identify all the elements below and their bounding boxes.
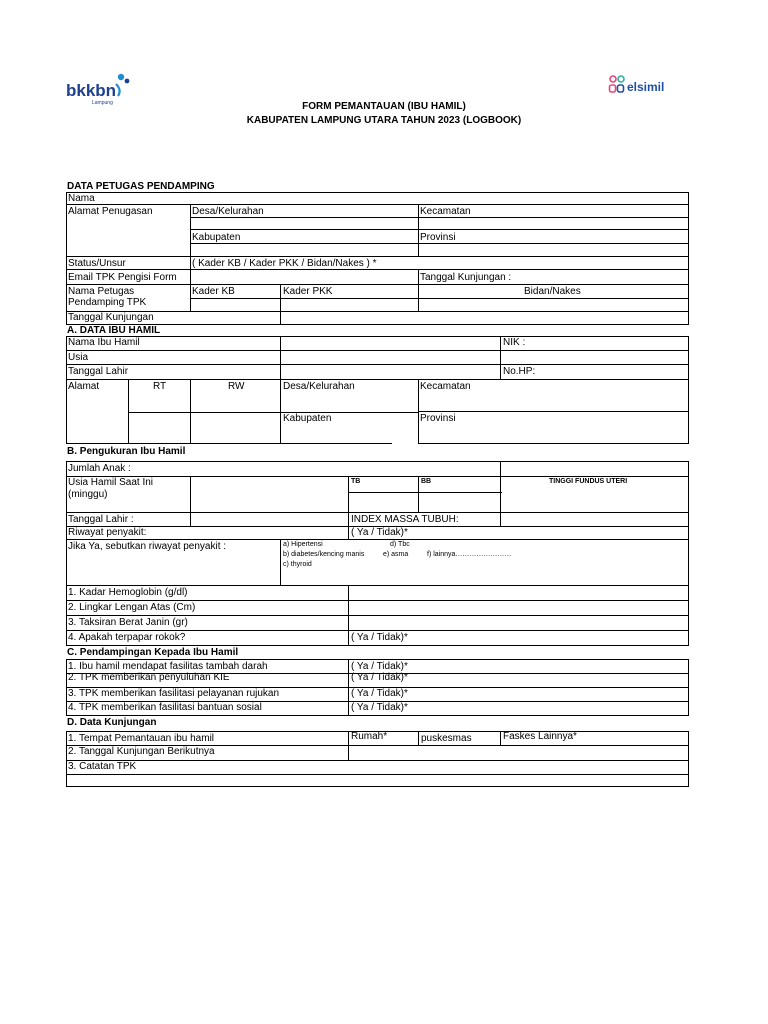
tempat-pemantauan-label: 1. Tempat Pemantauan ibu hamil	[68, 733, 215, 744]
pendampingan-item-3: 3. TPK memberikan fasilitasi pelayanan rujukan	[68, 688, 280, 699]
opt-lainnya: f) lainnya……………………	[427, 551, 512, 558]
kecamatan-label: Kecamatan	[420, 206, 471, 217]
tanggal-kunjungan-berikutnya-label: 2. Tanggal Kunjungan Berikutnya	[68, 746, 215, 757]
bidan-nakes-label: Bidan/Nakes	[524, 286, 581, 297]
terpapar-rokok-label: 4. Apakah terpapar rokok?	[68, 632, 186, 643]
ibu-kabupaten-label: Kabupaten	[283, 413, 332, 424]
puskesmas-option[interactable]: puskesmas	[421, 733, 472, 744]
pendampingan-value-3[interactable]: ( Ya / Tidak)*	[351, 688, 408, 699]
status-unsur-label: Status/Unsur	[68, 258, 126, 269]
usia-hamil-label-1: Usia Hamil Saat Ini	[68, 477, 154, 488]
elsimil-logo	[608, 74, 680, 96]
bkkbn-logo-subtext: Lampung	[92, 100, 113, 106]
opt-hipertensi: a) Hipertensi	[283, 541, 323, 548]
rw-label: RW	[228, 381, 245, 392]
bkkbn-logo-text: bkkbn	[66, 81, 117, 100]
form-subtitle: KABUPATEN LAMPUNG UTARA TAHUN 2023 (LOGBOOK)	[246, 115, 522, 126]
tanggal-kunjungan-field-label: Tanggal Kunjungan :	[420, 272, 512, 283]
section-b-heading: B. Pengukuran Ibu Hamil	[67, 446, 186, 457]
usia-hamil-label-2: (minggu)	[68, 489, 108, 500]
nama-petugas-label-1: Nama Petugas	[68, 286, 135, 297]
opt-diabetes: b) diabetes/kencing manis	[283, 551, 365, 558]
provinsi-label: Provinsi	[420, 232, 456, 243]
section-petugas-heading: DATA PETUGAS PENDAMPING	[67, 181, 215, 192]
pendampingan-value-2[interactable]: ( Ya / Tidak)*	[351, 672, 408, 683]
opt-thyroid: c) thyroid	[283, 561, 312, 568]
pendampingan-item-4: 4. TPK memberikan fasilitasi bantuan sosial	[68, 702, 262, 713]
kadar-hemoglobin-label: 1. Kadar Hemoglobin (g/dl)	[68, 587, 188, 598]
tanggal-lahir-label: Tanggal Lahir	[68, 366, 129, 377]
taksiran-berat-label: 3. Taksiran Berat Janin (gr)	[68, 617, 188, 628]
pendampingan-item-2: 2. TPK memberikan penyuluhan KIE	[68, 672, 230, 683]
catatan-tpk-label: 3. Catatan TPK	[68, 761, 137, 772]
usia-label: Usia	[68, 352, 89, 363]
jumlah-anak-label: Jumlah Anak :	[68, 463, 131, 474]
form-title: FORM PEMANTAUAN (IBU HAMIL)	[302, 101, 466, 112]
alamat-label: Alamat	[68, 381, 100, 392]
rumah-option[interactable]: Rumah*	[351, 731, 388, 742]
kader-pkk-label: Kader PKK	[283, 286, 333, 297]
opt-tbc: d) Tbc	[390, 541, 410, 548]
kader-kb-label: Kader KB	[192, 286, 235, 297]
imt-label: INDEX MASSA TUBUH:	[351, 514, 459, 525]
nama-label: Nama	[68, 193, 95, 204]
email-tpk-label: Email TPK Pengisi Form	[68, 272, 177, 283]
riwayat-ya-tidak[interactable]: ( Ya / Tidak)*	[351, 527, 408, 538]
rokok-ya-tidak[interactable]: ( Ya / Tidak)*	[351, 632, 408, 643]
pendampingan-value-4[interactable]: ( Ya / Tidak)*	[351, 702, 408, 713]
pendampingan-item-1: 1. Ibu hamil mendapat fasilitas tambah darah	[68, 661, 268, 672]
section-c-heading: C. Pendampingan Kepada Ibu Hamil	[67, 647, 239, 658]
desa-kelurahan-label: Desa/Kelurahan	[192, 206, 264, 217]
ibu-provinsi-label: Provinsi	[420, 413, 456, 424]
nama-ibu-hamil-label: Nama Ibu Hamil	[68, 337, 140, 348]
status-unsur-options[interactable]: ( Kader KB / Kader PKK / Bidan/Nakes ) *	[192, 258, 377, 269]
alamat-penugasan-label: Alamat Penugasan	[68, 206, 153, 217]
tinggi-fundus-label: TINGGI FUNDUS UTERI	[549, 478, 628, 485]
kabupaten-label: Kabupaten	[192, 232, 241, 243]
rt-label: RT	[153, 381, 167, 392]
elsimil-logo-text: elsimil	[627, 80, 665, 94]
opt-asma: e) asma	[383, 551, 409, 558]
lingkar-lengan-label: 2. Lingkar Lengan Atas (Cm)	[68, 602, 196, 613]
no-hp-label: No.HP:	[503, 366, 536, 377]
tanggal-kunjungan-label: Tanggal Kunjungan	[68, 312, 154, 323]
ibu-desa-label: Desa/Kelurahan	[283, 381, 355, 392]
nik-label: NIK :	[503, 337, 526, 348]
tb-label: TB	[351, 478, 361, 485]
nama-petugas-label-2: Pendamping TPK	[68, 297, 147, 308]
faskes-lainnya-option[interactable]: Faskes Lainnya*	[503, 731, 577, 742]
ibu-kecamatan-label: Kecamatan	[420, 381, 471, 392]
riwayat-penyakit-label: Riwayat penyakit:	[68, 527, 147, 538]
jika-ya-label: Jika Ya, sebutkan riwayat penyakit :	[68, 541, 227, 552]
pendampingan-value-1[interactable]: ( Ya / Tidak)*	[351, 661, 408, 672]
ukur-tanggal-lahir-label: Tanggal Lahir :	[68, 514, 134, 525]
section-a-heading: A. DATA IBU HAMIL	[67, 325, 161, 336]
bb-label: BB	[421, 478, 432, 485]
section-d-heading: D. Data Kunjungan	[67, 717, 157, 728]
